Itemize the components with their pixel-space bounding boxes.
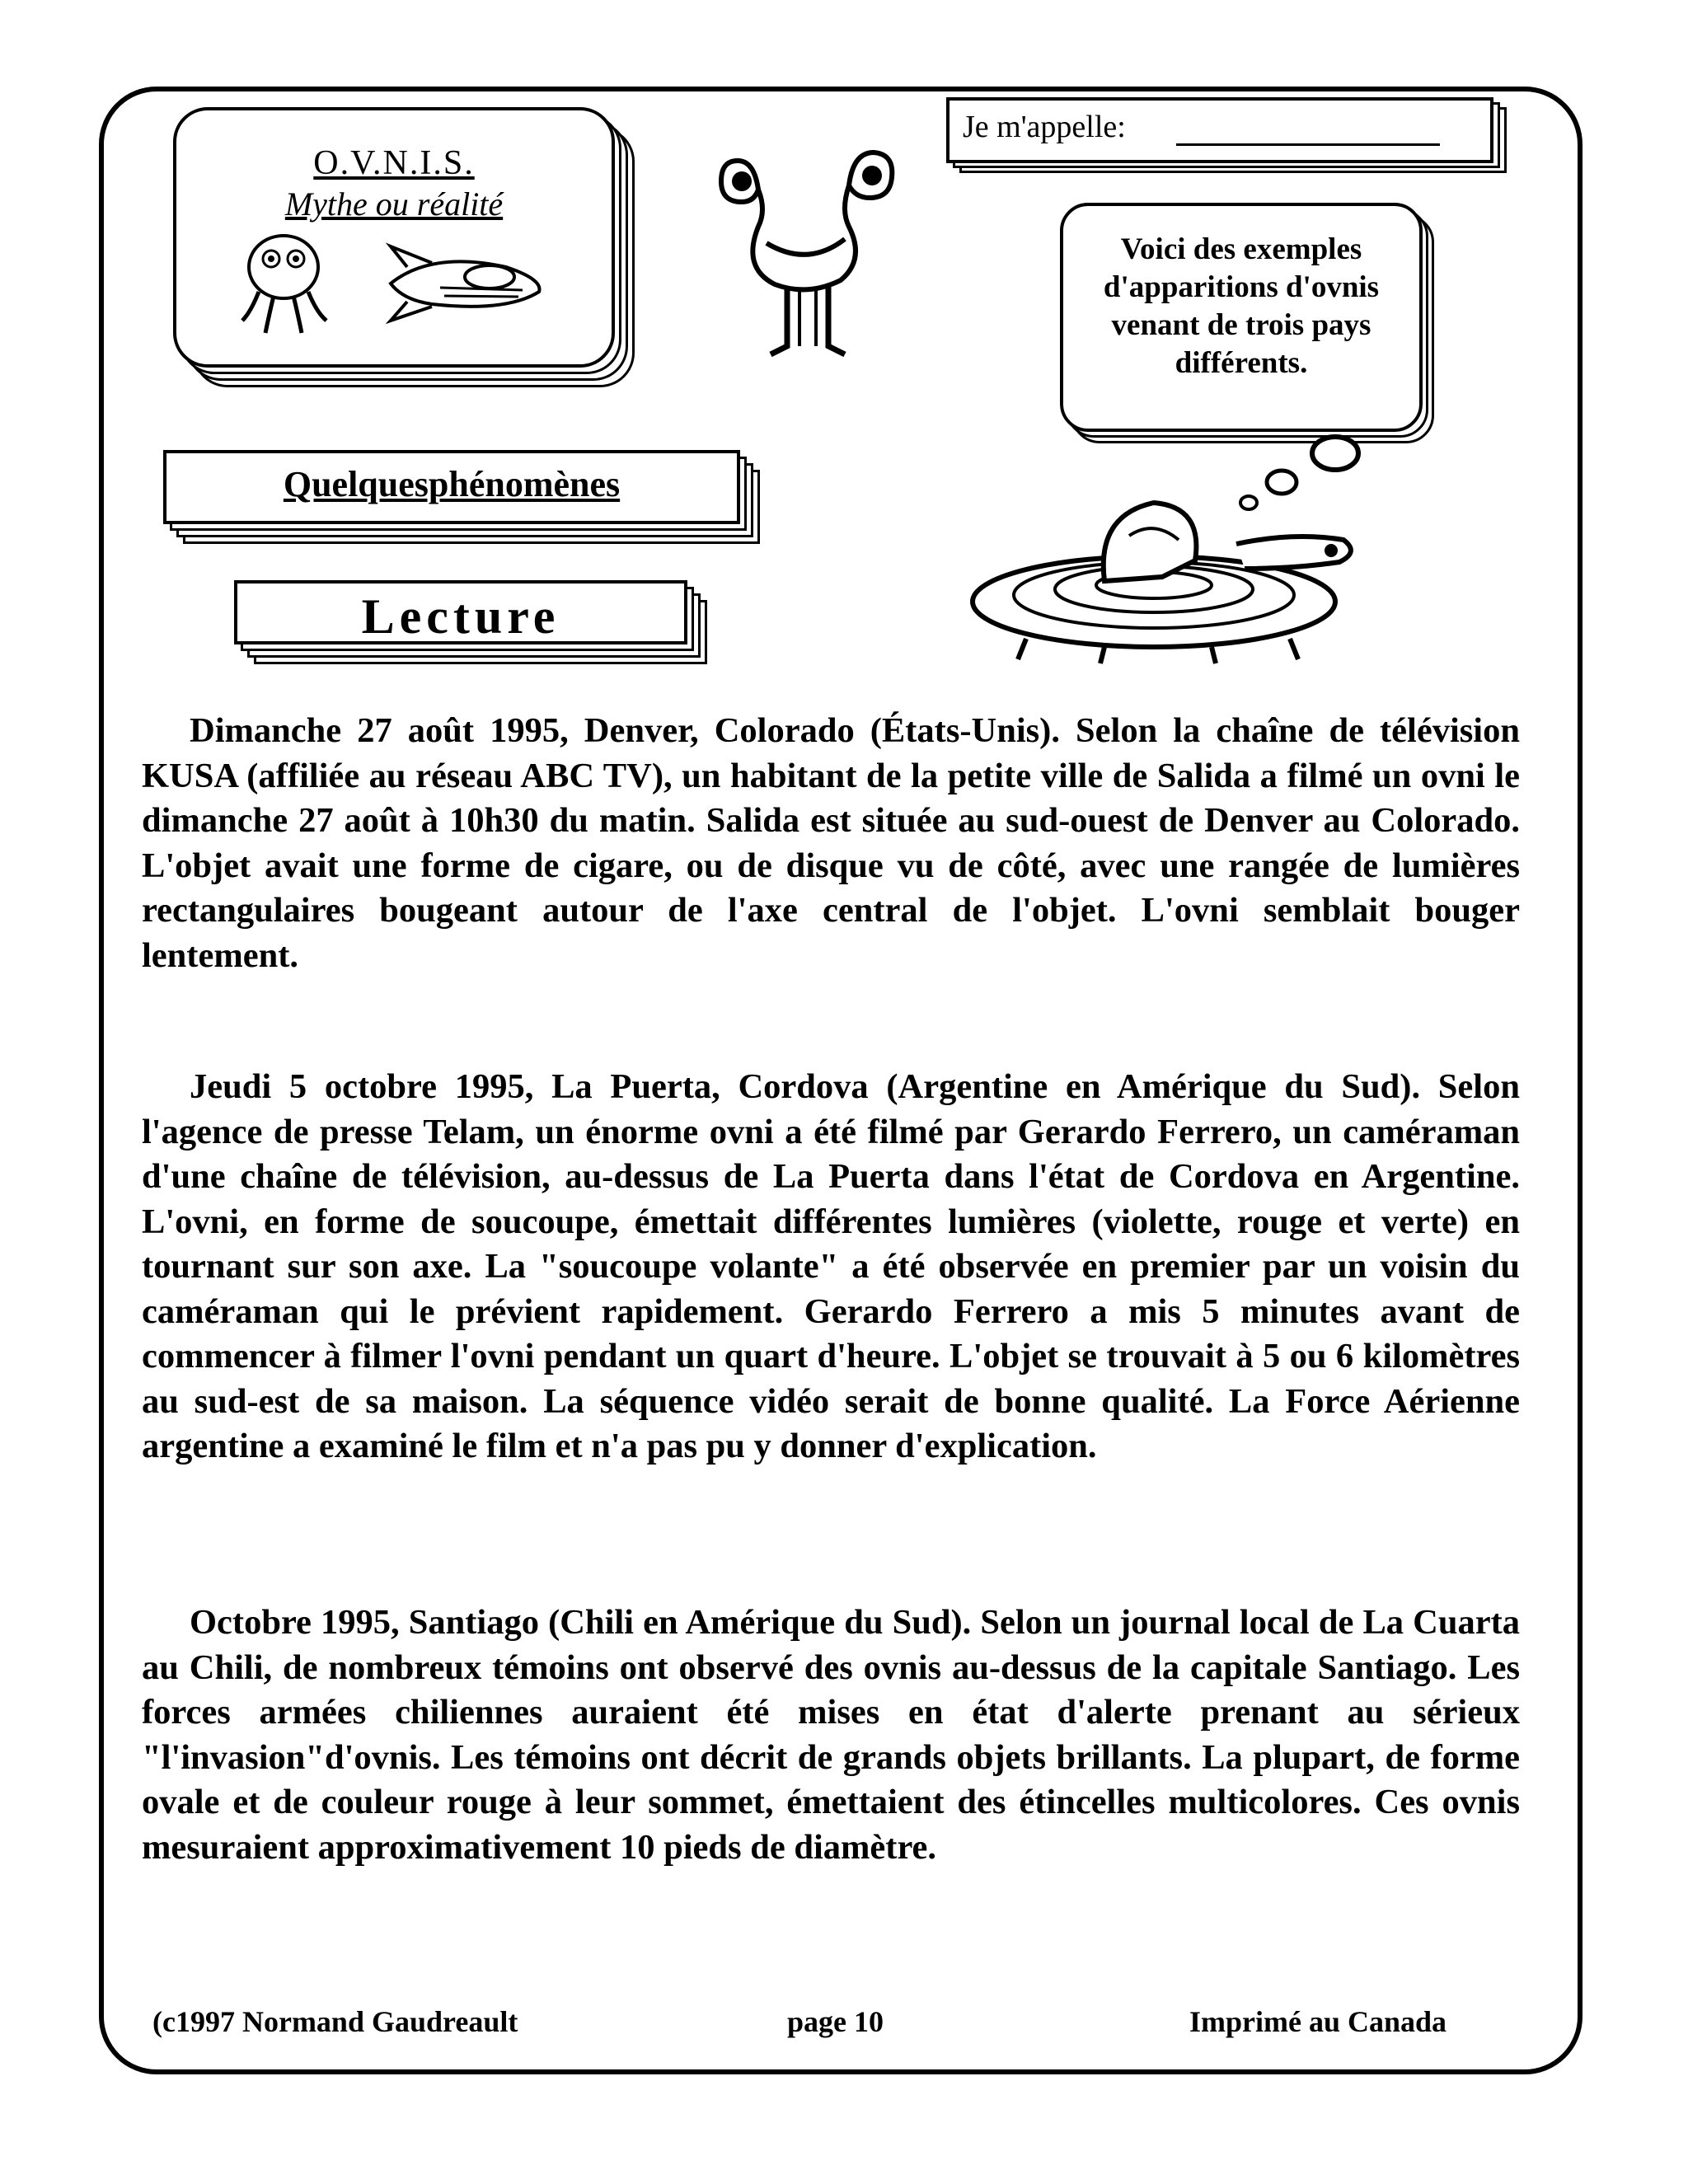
title-box bbox=[173, 107, 635, 387]
alien-mascot-icon bbox=[709, 144, 907, 367]
name-label: Je m'appelle: bbox=[963, 110, 1126, 144]
footer-copyright: (c1997 Normand Gaudreault bbox=[152, 2005, 518, 2038]
section-heading-box bbox=[163, 450, 765, 547]
octopus-alien-icon bbox=[234, 230, 333, 337]
rocket-ship-icon bbox=[382, 242, 547, 325]
paragraph-la-puerta: Jeudi 5 octobre 1995, La Puerta, Cordova (Argentine en Amérique du Sud). Selon l'agence de presse Telam, un énorme ovni a été filmé par Gerardo Ferrero, un caméraman d'une chaîne de télévision, au-dessus de La Puerta dans l'état de Cordova en Argentine. L'ovni, en forme de soucoupe, émettait différentes lumières (violette, rouge et verte) en tournant sur son axe. La "soucoupe volante" a été observée en premier par un voisin du caméraman qui le prévient rapidement. Gerardo Ferrero a mis 5 minutes avant de commencer à filmer l'ovni pendant un quart d'heure. L'objet se trouvait à 5 ou 6 kilomètres au sud-est de sa maison. La séquence vidéo serait de bonne qualité. La Force Aérienne argentine a examiné le film et n'a pas pu y donner d'explication. bbox=[142, 1067, 1520, 1465]
flying-saucer-icon bbox=[964, 437, 1376, 668]
section-heading: Quelquesphénomènes bbox=[283, 464, 621, 504]
footer-printed: Imprimé au Canada bbox=[1189, 2005, 1447, 2038]
name-field-box bbox=[946, 97, 1507, 173]
intro-text: Voici des exemples d'apparitions d'ovnis venant de trois pays différents. bbox=[1103, 232, 1380, 380]
reading-heading: Lecture bbox=[361, 589, 560, 644]
name-input-line[interactable] bbox=[1176, 143, 1440, 146]
paragraph-denver: Dimanche 27 août 1995, Denver, Colorado (États-Unis). Selon la chaîne de télévision KUSA (affiliée au réseau ABC TV), un habitant de la petite ville de Salida a filmé un ovni le dimanche 27 août à 10h30 du matin. Salida est située au sud-ouest de Denver au Colorado. L'objet avait une forme de cigare, ou de disque vu de côté, avec une rangée de lumières rectangulaires bougeant autour de l'axe central de l'objet. L'ovni semblait bouger lentement. bbox=[142, 711, 1520, 975]
document-subtitle: Mythe ou réalité bbox=[284, 185, 504, 223]
document-title: O.V.N.I.S. bbox=[313, 144, 475, 182]
paragraph-santiago: Octobre 1995, Santiago (Chili en Amérique du Sud). Selon un journal local de La Cuarta au Chili, de nombreux témoins ont observé des ovnis au-dessus de la capitale Santiago. Les forces armées chiliennes auraient été mises en état d'alerte prenant au sérieux "l'invasion"d'ovnis. Les témoins ont décrit de grands objets brillants. La plupart, de forme ovale et de couleur rouge à leur sommet, émettaient des étincelles multicolores. Ces ovnis mesuraient approximativement 10 pieds de diamètre. bbox=[142, 1603, 1520, 1867]
intro-bubble bbox=[1060, 203, 1434, 443]
reading-heading-box bbox=[234, 580, 710, 664]
footer-page-number: page 10 bbox=[787, 2005, 884, 2038]
